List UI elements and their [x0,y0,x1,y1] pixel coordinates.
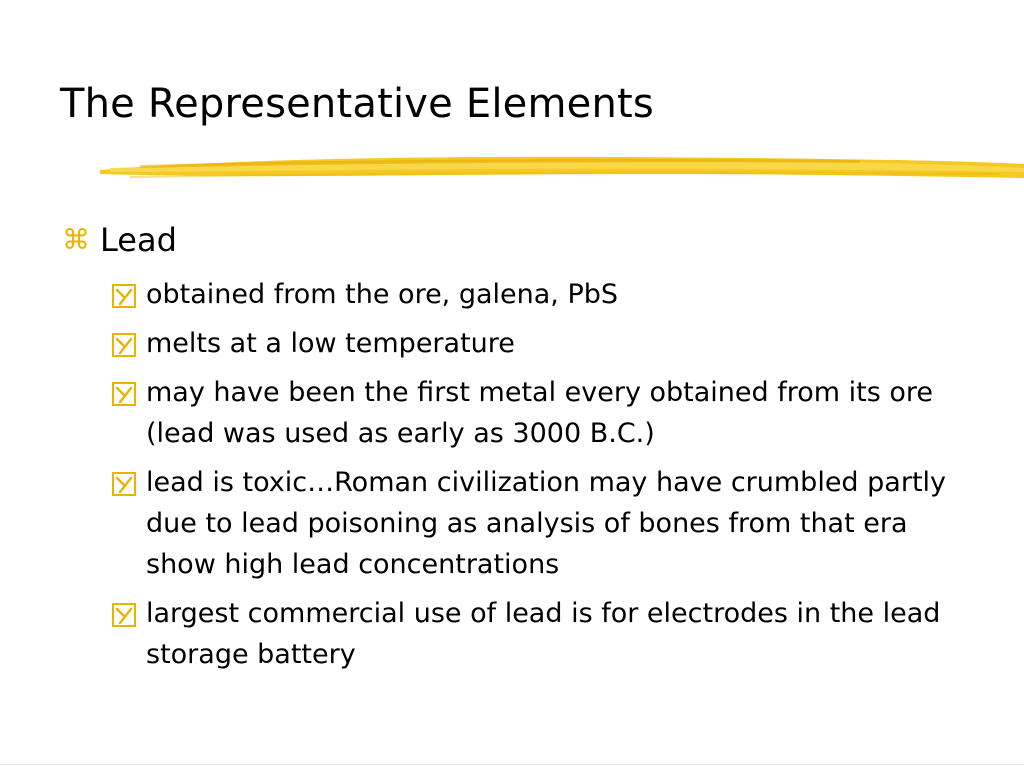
bullet-level2-item [112,593,966,675]
bullet-level2-text: melts at a low temperature [146,328,515,359]
title-underline-brush-stroke [100,148,1024,188]
slide-body [62,218,962,683]
bullet-level2-item [112,462,966,585]
y-box-bullet-icon [112,472,136,496]
bullet-level2-item [112,323,966,364]
bullet-level2-item [112,274,966,315]
bullet-level2-text: obtained from the ore, galena, PbS [146,279,619,310]
bullet-level1-lead [62,218,962,262]
bullet-level1-text: Lead [100,221,177,259]
y-box-bullet-icon [112,284,136,308]
y-box-bullet-icon [112,603,136,627]
slide-bottom-border [0,764,1024,765]
bullet-level2-text: largest commercial use of lead is for electrodes in the lead storage battery [146,598,941,670]
bullet-level2-text: lead is toxic…Roman civilization may have crumbled partly due to lead poisoning as analysis of bones from that era show high lead concentrations [146,467,947,580]
slide-title: The Representative Elements [60,81,654,127]
bullet-level2-item [112,372,966,454]
bullet-level2-text: may have been the first metal every obtained from its ore (lead was used as early as 3000 B.C.) [146,377,934,449]
y-box-bullet-icon [112,382,136,406]
command-key-bullet-icon: ⌘ [62,223,90,256]
y-box-bullet-icon [112,333,136,357]
